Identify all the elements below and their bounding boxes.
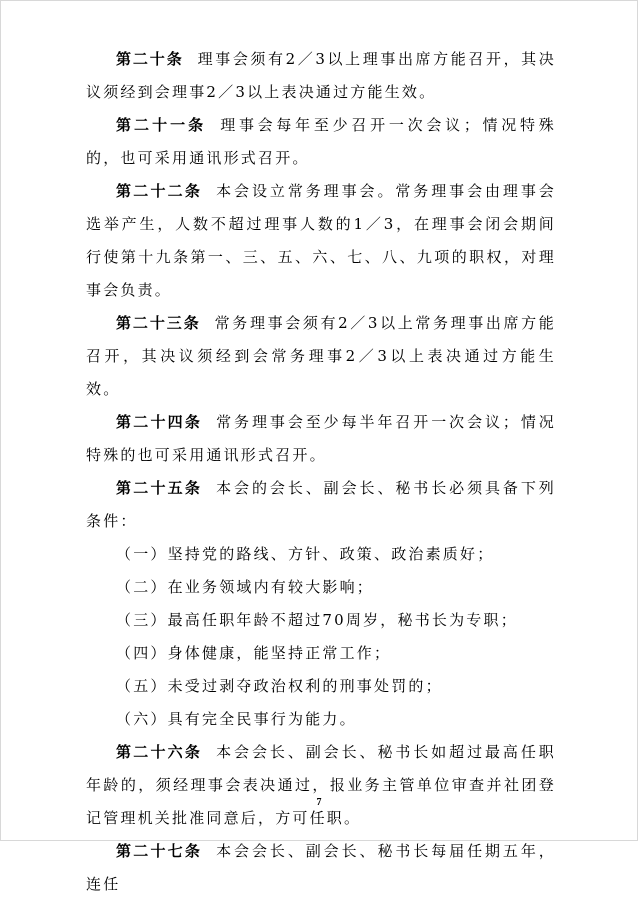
article-26 [86,736,556,835]
article-25 [86,472,556,538]
article-text: 理事会每年至少召开一次会议；情况特殊的，也可采用通讯形式召开。 [86,116,556,167]
article-text: 常务理事会至少每半年召开一次会议；情况特殊的也可采用通讯形式召开。 [86,413,556,464]
document-body [86,43,556,901]
article-text: 常务理事会须有2／3以上常务理事出席方能召开，其决议须经到会常务理事2／3以上表决通过方能生效。 [86,314,556,398]
page-number: 7 [316,797,322,808]
article-number: 第二十条 [116,50,184,68]
article-text: 本会会长、副会长、秘书长每届任期五年，连任 [86,842,556,893]
article-number: 第二十六条 [116,743,203,761]
article-text: 本会设立常务理事会。常务理事会由理事会选举产生，人数不超过理事人数的1／3，在理事会闭会期间行使第十九条第一、三、五、六、七、八、九项的职权，对理事会负责。 [86,182,556,299]
article-24 [86,406,556,472]
article-21 [86,109,556,175]
condition-item: （五）未受过剥夺政治权利的刑事处罚的； [116,677,443,695]
article-text: 本会会长、副会长、秘书长如超过最高任职年龄的，须经理事会表决通过，报业务主管单位审查并社团登记管理机关批准同意后，方可任职。 [86,743,556,827]
article-20 [86,43,556,109]
article-number: 第二十七条 [116,842,203,860]
article-number: 第二十五条 [116,479,203,497]
article-23 [86,307,556,406]
condition-item: （二）在业务领域内有较大影响； [116,578,375,596]
article-number: 第二十四条 [116,413,203,431]
article-number: 第二十三条 [116,314,201,332]
condition-item: （一）坚持党的路线、方针、政策、政治素质好； [116,545,495,563]
article-text: 本会的会长、副会长、秘书长必须具备下列条件： [86,479,556,530]
article-number: 第二十一条 [116,116,207,134]
article-27 [86,835,556,901]
article-22 [86,175,556,307]
condition-item: （三）最高任职年龄不超过70周岁，秘书长为专职； [116,611,518,629]
condition-item: （四）身体健康，能坚持正常工作； [116,644,392,662]
article-number: 第二十二条 [116,182,203,200]
article-text: 理事会须有2／3以上理事出席方能召开，其决议须经到会理事2／3以上表决通过方能生效。 [86,50,556,101]
condition-item: （六）具有完全民事行为能力。 [116,710,357,728]
